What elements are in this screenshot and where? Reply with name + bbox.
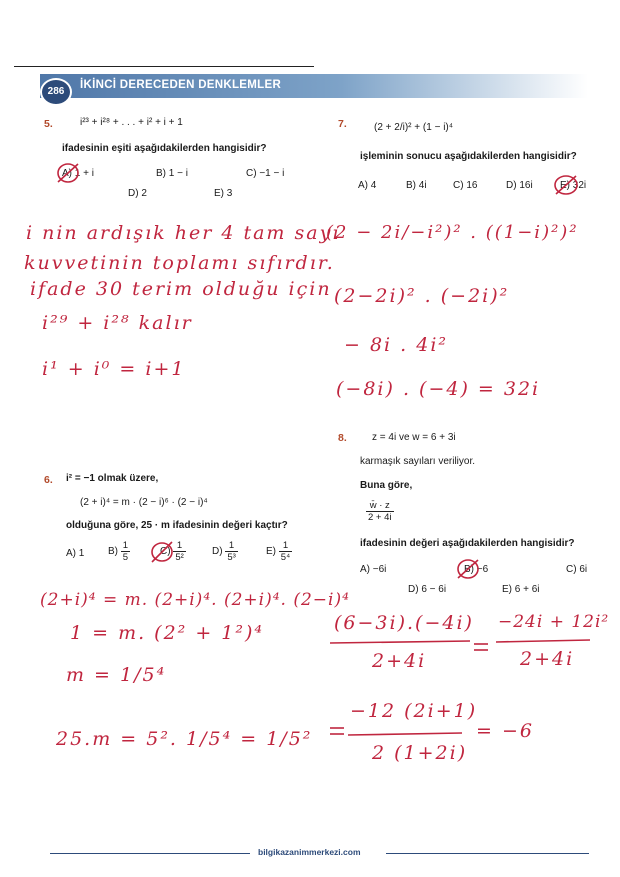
- q6-option-b[interactable]: B) $\frac{1}{5}$: [108, 540, 129, 563]
- q7-option-c[interactable]: C) 16: [453, 180, 478, 191]
- q6-expression: (2 + i)⁴ = m · (2 − i)⁶ · (2 − i)⁴: [80, 497, 208, 508]
- q8-buna-gore: Buna göre,: [360, 480, 413, 491]
- page-number-badge: 286: [40, 78, 72, 106]
- q6-option-d[interactable]: D) $\frac{1}{\text{5³}}$: [212, 540, 236, 563]
- q7-number: 7.: [338, 118, 347, 130]
- q5-prompt: ifadesinin eşiti aşağıdakilerden hangisidir?: [62, 143, 267, 154]
- q5-option-b[interactable]: B) 1 − i: [156, 168, 188, 179]
- q7-work-line-3: − 8i . 4i²: [344, 334, 449, 356]
- q7-work-line-4: (−8i) . (−4) = 32i: [336, 378, 541, 400]
- q8-option-a[interactable]: A) −6i: [360, 564, 387, 575]
- q5-work-line-3: ifade 30 terim olduğu için: [30, 278, 332, 300]
- q5-work-line-2: kuvvetinin toplamı sıfırdır.: [24, 252, 335, 274]
- footer-rule-left: [50, 853, 250, 854]
- q8-work-num-1: (6−3i).(−4i): [334, 612, 474, 634]
- q7-option-b[interactable]: B) 4i: [406, 180, 427, 191]
- q8-work-result: = −6: [476, 720, 534, 742]
- q8-expression: z = 4i ve w = 6 + 3i: [372, 432, 456, 443]
- q6-prompt: olduğuna göre, 25 · m ifadesinin değeri kaçtır?: [66, 520, 288, 531]
- q5-work-line-4: i²⁹ + i²⁸ kalır: [42, 312, 193, 334]
- q7-expression: (2 + 2/i)² + (1 − i)⁴: [374, 122, 454, 133]
- footer-website[interactable]: bilgikazanimmerkezi.com: [258, 847, 361, 857]
- q6-work-line-4: 25.m = 5². 1/5⁴ = 1/5²: [56, 728, 313, 750]
- q8-fraction-bar-3: [348, 733, 462, 735]
- q8-work-den-2: 2+4i: [520, 648, 575, 670]
- q6-work-line-2: 1 = m. (2² + 1²)⁴: [70, 622, 265, 644]
- q6-option-a[interactable]: A) 1: [66, 548, 85, 559]
- q5-option-e[interactable]: E) 3: [214, 188, 233, 199]
- q6-number: 6.: [44, 474, 53, 486]
- q6-given: i² = −1 olmak üzere,: [66, 473, 159, 484]
- q5-option-a[interactable]: A) 1 + i: [62, 168, 94, 179]
- q7-option-d[interactable]: D) 16i: [506, 180, 533, 191]
- q8-work-den-1: 2+4i: [372, 650, 427, 672]
- q5-work-line-5: i¹ + i⁰ = i+1: [42, 358, 186, 380]
- q8-fraction-bar-1: [330, 641, 470, 643]
- q8-option-b[interactable]: B) −6: [464, 564, 489, 575]
- q6-work-line-1: (2+i)⁴ = m. (2+i)⁴. (2+i)⁴. (2−i)⁴: [40, 590, 350, 610]
- q6-work-line-3: m = 1/5⁴: [66, 664, 167, 686]
- q8-work-num-3: −12 (2i+1): [350, 700, 478, 722]
- q8-option-e[interactable]: E) 6 + 6i: [502, 584, 540, 595]
- q8-prompt: ifadesinin değeri aşağıdakilerden hangisidir?: [360, 538, 575, 549]
- q8-number: 8.: [338, 432, 347, 444]
- q8-fraction: $\frac{w̄ \cdot z}{2 + 4i}$: [368, 500, 392, 523]
- q8-option-c[interactable]: C) 6i: [566, 564, 588, 575]
- q8-option-d[interactable]: D) 6 − 6i: [408, 584, 447, 595]
- q5-number: 5.: [44, 118, 53, 130]
- q6-option-e[interactable]: E) $\frac{1}{\text{5⁴}}$: [266, 540, 291, 563]
- q8-work-den-3: 2 (1+2i): [372, 742, 468, 764]
- q7-option-a[interactable]: A) 4: [358, 180, 377, 191]
- q8-given: karmaşık sayıları veriliyor.: [360, 456, 476, 467]
- q5-option-d[interactable]: D) 2: [128, 188, 147, 199]
- q7-work-line-2: (2−2i)² . (−2i)²: [334, 285, 510, 307]
- q7-work-line-1: (2 − 2i/−i²)² . ((1−i)²)²: [326, 222, 579, 243]
- chapter-title: İKİNCİ DERECEDEN DENKLEMLER: [80, 79, 282, 91]
- q7-prompt: işleminin sonucu aşağıdakilerden hangisidir?: [360, 151, 577, 162]
- header-rule: [14, 66, 314, 67]
- q6-option-c[interactable]: C) $\frac{1}{\text{5²}}$: [160, 540, 184, 563]
- q5-expression: i²³ + i²⁸ + . . . + i² + i + 1: [80, 117, 183, 128]
- q5-option-c[interactable]: C) −1 − i: [246, 168, 285, 179]
- q8-fraction-bar-2: [496, 640, 590, 642]
- q8-work-num-2: −24i + 12i²: [498, 612, 610, 632]
- q7-option-e[interactable]: E) 32i: [560, 180, 587, 191]
- footer-rule-right: [386, 853, 589, 854]
- q5-work-line-1: i nin ardışık her 4 tam sayı: [26, 222, 341, 244]
